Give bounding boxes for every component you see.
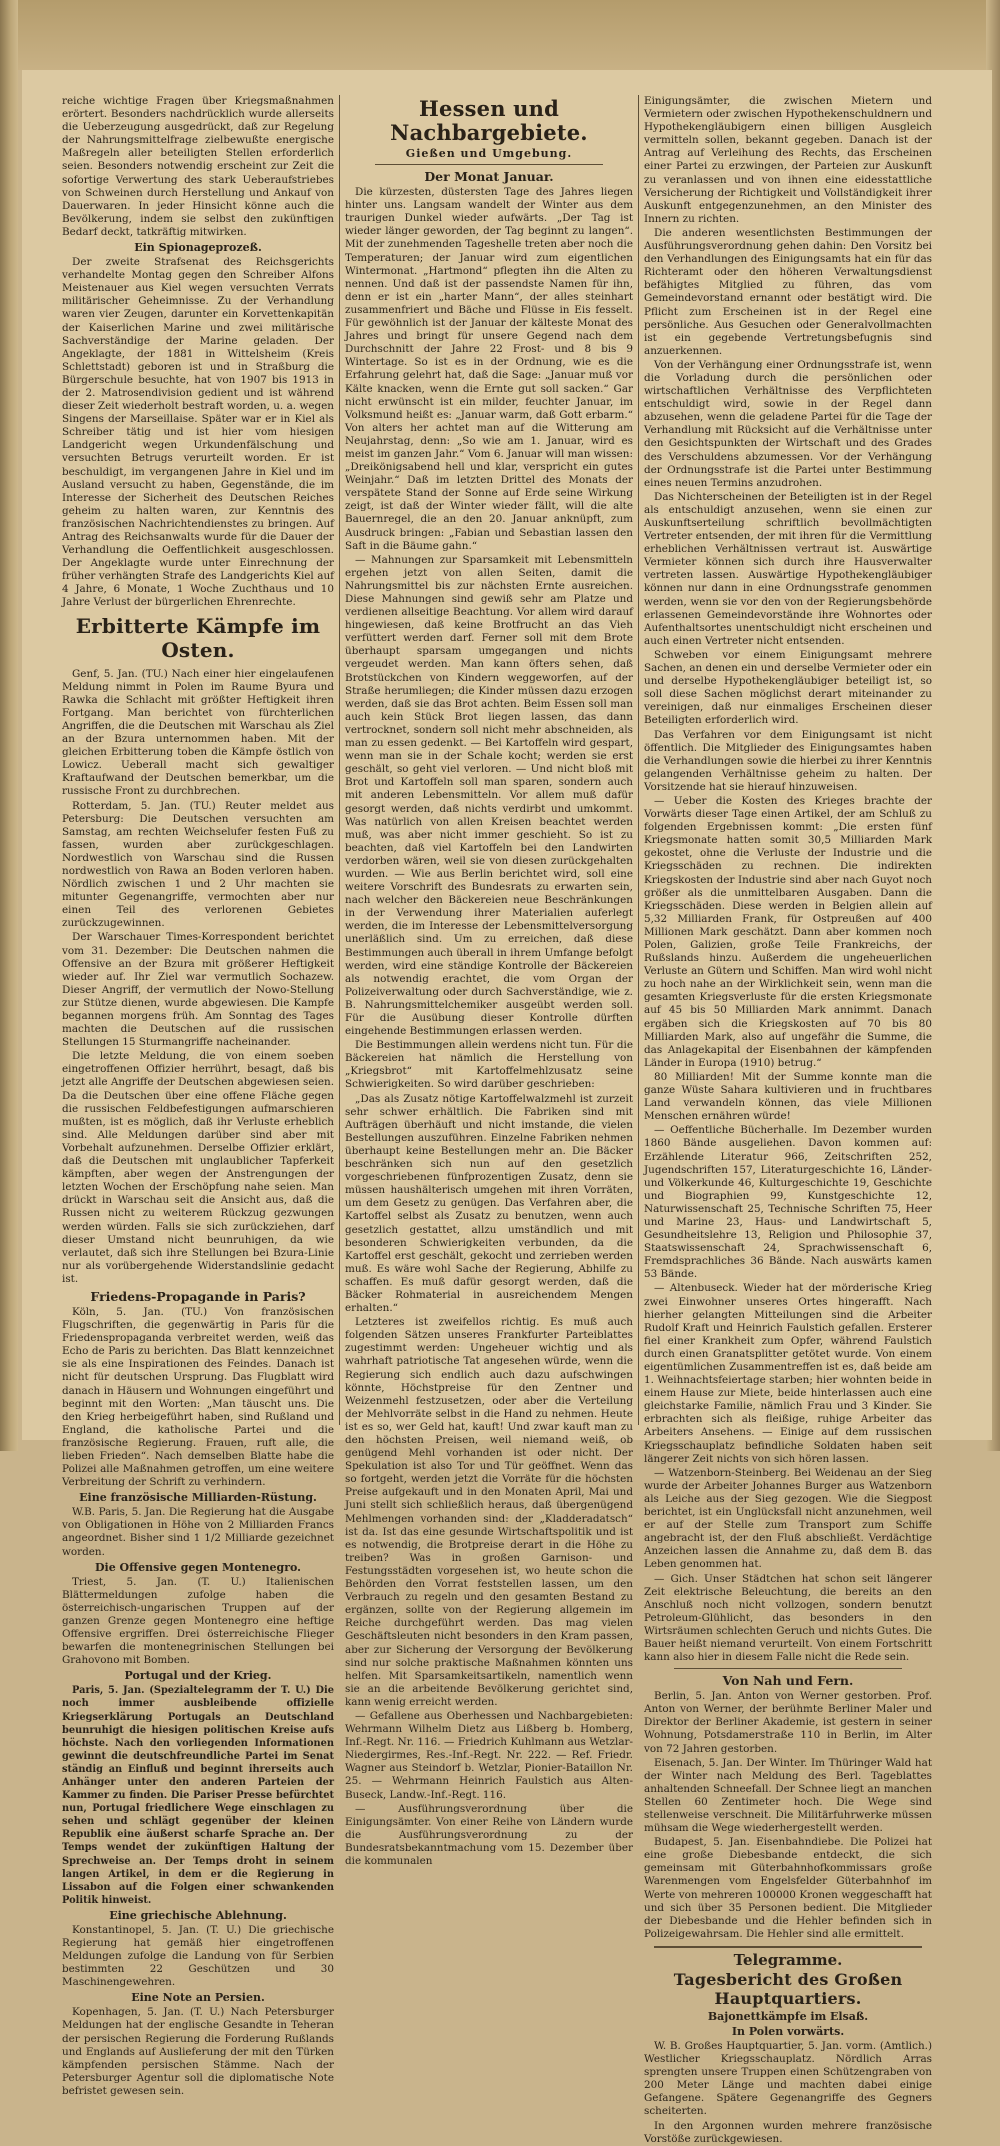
einigung-paragraph: Einigungsämter, die zwischen Mietern und Vermietern oder zwischen Hypothekenschuldnern und Hypothekengläubigern einen billigen Ausgleich vermitteln sollen, bekannt gegeben. Danach ist der Antrag auf Verleihung des Rechts, das Erscheinen einer Partei zu erzwingen, der Parteien zur Auskunft zu veranlassen und von ihnen eine eidesstattliche Versicherung der Richtigkeit und Vollständigkeit ihrer Auskunft entgegenzunehmen, an den Minister des Innern zu richten. <box>644 95 932 225</box>
griechisch-heading: Eine griechische Ablehnung. <box>109 1908 287 1922</box>
mahnungen-quote: „Das als Zusatz nötige Kartoffelwalzmehl ist zurzeit sehr schwer erhältlich. Die Fabriken sind mit Aufträgen überhäuft und nicht imstande, die vielen Bestellungen auszuführen. Einzelne Fabriken nehmen überhaupt keine Bestellungen mehr an. Die Bäcker beschränken sich nun auf den gesetzlich vorgeschriebenen fünfprozentigen Zusatz, denn sie müssen haushälterisch umgehen mit ihren Vorräten, um dem Gesetz zu genügen. Das Verfahren aber, die Kartoffel selbst als Zusatz zu benutzen, wenn auch gesetzlich gestattet, allzu umständlich und mit besonderen Schwierigkeiten verbunden, da die Kartoffel erst geschält, gekocht und zerrieben werden muß. Es wäre wohl Sache der Regierung, Abhilfe zu schaffen. Es muß dafür gesorgt werden, daß die Bäcker Rohmaterial in ausreichendem Mengen erhalten.“ <box>345 1092 633 1315</box>
column-1 <box>62 95 334 2097</box>
januar-heading: Der Monat Januar. <box>424 169 554 185</box>
einigung-paragraph: Von der Verhängung einer Ordnungsstrafe ist, wenn die Vorladung durch die persönlichen oder wirtschaftlichen Verhältnisse des Verpflichteten entschuldigt wird, sowie in der Regel dann abzusehen, wenn die geladene Partei für die Tage der Verhandlung mit Rücksicht auf die Verhältnisse unter den Gesichtspunkten der Wirtschaft und des Grades des Verschuldens abzumessen. Vor der Verhängung der Ordnungsstrafe ist die Partei unter Bestimmung eines neuen Termins anzudrohen. <box>644 358 932 489</box>
nah-fern-paragraph: Eisenach, 5. Jan. Der Winter. Im Thüringer Wald hat der Winter nach Meldung des Berl. Tageblattes anhaltenden Schneefall. Der Schnee liegt an manchen Stellen 60 Zentimeter hoch. Die Wege sind stellenweise verschneit. Die Militärfuhrwerke müssen mühsam die Wege wiederhergestellt werden. <box>644 1756 932 1835</box>
persien-heading: Eine Note an Persien. <box>131 1991 265 2005</box>
paris-heading: Friedens-Propagande in Paris? <box>90 1288 306 1304</box>
gich-paragraph: — Gich. Unser Städtchen hat schon seit längerer Zeit elektrische Beleuchtung, die bereits an den Anschluß noch nicht vollzogen, sondern benutzt Petroleum-Glühlicht, das besonders in den Wirtsräumen schlechten Geruch und nichts Gutes. Die Bauer heißt niemand verurteilt. Von einem Fortschritt kann also hier in diesem Falle nicht die Rede sein. <box>644 1572 932 1664</box>
previous-page-margin <box>0 100 22 1400</box>
osten-paragraph: Rotterdam, 5. Jan. (TU.) Reuter meldet aus Petersburg: Die Deutschen versuchten am Samstag, am rechten Weichselufer festen Fuß zu fassen, wurden aber zurückgeschlagen. Nordwestlich von Warschau sind die Russen nordwestlich von Rawa an Boden verloren haben. Nördlich zwischen 1 und 2 Uhr machten sie mitunter Gegenangriffe, vermochten aber nur einen Teil des verlorenen Gebietes zurückzugewinnen. <box>62 799 334 930</box>
osten-paragraph: Der Warschauer Times-Korrespondent berichtet vom 31. Dezember: Die Deutschen nahmen die Offensive an der Bzura mit größerer Heftigkeit wieder auf. Ihr Ziel war vermutlich Sochazew. Dieser Angriff, der vermutlich der Nowo-Stellung zur Stütze dienen, wurde abgewiesen. Die Kampfe begannen morgens früh. Am Sonntag des Tages machten die Deutschen auf die russischen Stellungen 15 Sturmangriffe nacheinander. <box>62 931 334 1049</box>
einigung-paragraph: Die anderen wesentlichsten Bestimmungen der Ausführungsverordnung gehen dahin: Den Vorsitz bei den Verhandlungen des Einigungsamts hat ein für das Richteramt oder den höheren Verwaltungsdienst befähigtes Mitglied zu führen, das vom Gemeindevorstand ernannt oder bestätigt wird. Die Pflicht zum Erscheinen ist in der Regel eine persönliche. Aus Gesuchen oder Generalvollmachten ist ein gegebende Vertretungsbefugnis sind anzuerkennen. <box>644 226 932 357</box>
nah-fern-heading: Von Nah und Fern. <box>722 1673 854 1689</box>
tagesbericht-paragraph: W. B. Großes Hauptquartier, 5. Jan. vorm. (Amtlich.) Westlicher Kriegsschauplatz. Nördlich Arras sprengten unsere Truppen einen Schützengraben von 200 Meter Länge und machten dabei einige Gefangene. Spätere Gegenangriffe des Gegners scheiterten. <box>644 2039 932 2118</box>
kriegskosten-paragraph: — Ueber die Kosten des Krieges brachte der Vorwärts dieser Tage einen Artikel, der am Schluß zu folgenden Ergebnissen kommt: „Die ersten fünf Kriegsmonate hatten somit 30,5 Milliarden Mark gekostet, ohne die Verluste der Industrie und die Kriegsschäden zu rechnen. Die indirekten Kriegskosten der Industrie sind aber nach Guyot noch größer als die unmittelbaren Ausgaben. Dann die Kriegsschäden. Diese werden in Belgien allein auf 5,32 Milliarden Frank, für Ostpreußen auf 400 Millionen Mark geschätzt. Dann aber kommen noch Polen, Galizien, große Teile Frankreichs, der Rußslands hinzu. Außerdem die ungeheuerlichen Verluste an Gütern und Schiffen. Man wird wohl nicht zu hoch nahe an der Wirklichkeit sein, wenn man die gesamten Kriegsverluste für die ersten Kriegsmonate auf 45 bis 50 Milliarden Mark annimmt. Danach ergäben sich die Kriegskosten auf 70 bis 80 Milliarden Mark, also auf ungefähr die Summe, die das Anlagekapital der Eisenbahnen der kämpfenden Länder in Europa (1910) betrug.“ <box>644 794 932 1069</box>
portugal-heading: Portugal und der Krieg. <box>124 1669 272 1683</box>
griechisch-article: Konstantinopel, 5. Jan. (T. U.) Die griechische Regierung hat gemäß hier eingetroffenen Meldungen zufolge die Landung von für Serbien bestimmten 22 Geschützen und 30 Maschinengewehren. <box>62 1923 334 1989</box>
divider <box>674 1668 902 1669</box>
nah-fern-paragraph: Budapest, 5. Jan. Eisenbahndiebe. Die Polizei hat eine große Diebesbande entdeckt, die sich gemeinsam mit Güterbahnhofkommissars große Warenmengen vom Engelsfelder Güterbahnhof im Werte von mehreren 100000 Kronen weggeschafft hat und sich über 35 Personen bedient. Die Mitglieder der Diebesbande und die Hehler befinden sich in Polizeigewahrsam. Die Hehler sind alle ermittelt. <box>644 1836 932 1940</box>
mahnungen-paragraph: Die Bestimmungen allein werdens nicht tun. Für die Bäckereien hat nämlich die Herstellung von „Kriegsbrot“ mit Kartoffelmehlzusatz seine Schwierigkeiten. So wird darüber geschrieben: <box>345 1039 633 1091</box>
intro-paragraph: reiche wichtige Fragen über Kriegsmaßnahmen erörtert. Besonders nachdrücklich wurde allerseits die Ueberzeugung ausgedrückt, daß zur Regelung der Nahrungsmittelfrage zielbewußte energische Maßregeln aller beteiligten Stellen erforderlich seien. Besonders notwendig erscheint zur Zeit die sofortige Verwertung des stark Ueberaufstriebes von Schweinen durch Herstellung und Ankauf von Dauerwaren. In jeder Hinsicht könne auch die Bevölkerung, indem sie selbst den zukünftigen Bedarf deckt, tatkräftig mitwirken. <box>62 95 334 238</box>
tagesbericht-paragraph: In den Argonnen wurden mehrere französische Vorstöße zurückgewiesen. <box>644 2119 932 2145</box>
page-stack-edge <box>0 0 1000 70</box>
bajonett-heading: Bajonettkämpfe im Elsaß. <box>707 2009 869 2023</box>
persien-article: Kopenhagen, 5. Jan. (T. U.) Nach Petersburger Meldungen hat der englische Gesandte in Teheran der persischen Regierung die Forderung Rußlands und Englands auf Auslieferung der mit den Türken kämpfenden persischen Stämme. Nach der Petersburger Agentur soll die diplomatische Note befristet gewesen sein. <box>62 2006 334 2097</box>
milliarden-article: W.B. Paris, 5. Jan. Die Regierung hat die Ausgabe von Obligationen in Höhe von 2 Milliarden Francs angeordnet. Bisher sind 1 1/2 Milliarde gezeichnet worden. <box>62 1506 334 1558</box>
mahnungen-paragraph: Letzteres ist zweifellos richtig. Es muß auch folgenden Sätzen unseres Frankfurter Parteiblattes zugestimmt werden: Ungeheuer wichtig und als wahrhaft patriotische Tat angesehen würde, wenn die Regierung sich endlich auch dazu aufschwingen könnte, Höchstpreise für den Zentner und Weizenmehl festzusetzen, oder aber die Verteilung der Mehlvorräte selbst in die Hand zu nehmen. Heute ist es so, wer Geld hat, kauft! Und zwar kauft man zu den höchsten Preisen, weil niemand weiß, ob genügend Mehl vorhanden ist oder nicht. Der Spekulation ist also Tor und Tür geöffnet. Wenn das so fortgeht, werden jetzt die Vorräte für die höchsten Preise aufgekauft und in den Monaten April, Mai und Juni stellt sich schließlich heraus, daß übergenügend Mehlmengen vorhanden sind: der „Kladderadatsch“ ist da. Ist das eine gesunde Wirtschaftspolitik und ist es notwendig, die Brotpreise derart in die Höhe zu treiben? Was in großen Garnison- und Festungsstädten vorgesehen ist, wo heute schon die Behörden den Vorrat feststellen lassen, um den Verbrauch zu regeln und den gesamten Bestand zu ergänzen, sollte von der Regierung allgemein im Reiche durchgeführt werden. Das mag vielen Geschäftsleuten nicht besonders in den Kram passen, aber zur Sicherung der Versorgung der Bevölkerung sind nur solche praktische Maßnahmen könnten uns helfen. Mit Sparsamkeitsartikeln, namentlich wenn sie an die arbeitende Bevölkerung gerichtet sind, kann wenig erreicht werden. <box>345 1316 633 1708</box>
gefallene-paragraph: — Gefallene aus Oberhessen und Nachbargebieten: Wehrmann Wilhelm Dietz aus Lißberg b. Homberg, Inf.-Regt. Nr. 116. — Friedrich Kuhlmann aus Wetzlar-Niedergirmes, Res.-Inf.-Regt. Nr. 222. — Ref. Friedr. Wagner aus Steindorf b. Wetzlar, Pionier-Bataillon Nr. 25. — Wehrmann Heinrich Faulstich aus Alten-Buseck, Landw.-Inf.-Regt. 116. <box>345 1709 633 1801</box>
osten-paragraph: Die letzte Meldung, die von einem soeben eingetroffenen Offizier herrührt, besagt, daß bis jetzt alle Angriffe der Deutschen abgewiesen seien. Da die Deutschen über eine offene Fläche gegen die russischen Feldbefestigungen aufmarschieren mußten, ist es möglich, daß ihr Verluste erheblich sind. Alle Meldungen darüber sind aber mit Vorbehalt aufzunehmen. Derselbe Offizier erklärt, daß die Deutschen mit unglaublicher Tapferkeit kämpften, aber wegen der Anstrengungen der letzten Wochen der Erschöpfung nahe seien. Man drückt in Warschau seit die Ansicht aus, daß die Russen nicht zu weiterem Rückzug gezwungen werden würden. Falls sie sich zurückziehen, darf dieser Umstand nicht beunruhigen, da wie verlautet, daß sich ihre Stellungen bei Bzura-Linie nur als vorübergehende Widerstandslinie gedacht ist. <box>62 1050 334 1285</box>
section-heading-hessen: Hessen und Nachbargebiete. <box>390 96 588 145</box>
nah-fern-paragraph: Berlin, 5. Jan. Anton von Werner gestorben. Prof. Anton von Werner, der berühmte Berliner Maler und Direktor der Berliner Akademie, ist gestern in seiner Wohnung, Potsdamerstraße 110 in Berlin, im Alter von 72 Jahren gestorben. <box>644 1690 932 1755</box>
ausfuehrung-paragraph: — Ausführungsverordnung über die Einigungsämter. Von einer Reihe von Ländern wurde die Ausführungsverordnung zu der Bundesratsbekanntmachung vom 15. Dezember über die kommunalen <box>345 1802 633 1867</box>
altenbuseck-paragraph: — Altenbuseck. Wieder hat der mörderische Krieg zwei Einwohner unseres Ortes hingerafft. Nach hierher gelangten Mitteilungen sind die Arbeiter Rudolf Kraft und Heinrich Faulstich gefallen. Ersterer fiel einer Krankheit zum Opfer, während Faulstich durch einen Granatsplitter getötet wurde. Von einem eigentümlichen Zusammentreffen ist es, daß beide am 1. Weihnachtsfeiertage starben; hier wohnten beide in einem Hause zur Miete, beide hinterlassen auch eine gleichstarke Familie, nämlich Frau und 3 Kinder. Sie erbrachten sich als fleißige, ruhige Arbeiter das Arbeiters Ansehens. — Einige auf dem russischen Kriegsschauplatz befindliche Soldaten haben seit längerer Zeit nichts von sich hören lassen. <box>644 1282 932 1465</box>
tagesbericht-heading: Tagesbericht des Großen Hauptquartiers. <box>673 1969 903 2008</box>
januar-article: Die kürzesten, düstersten Tage des Jahres liegen hinter uns. Langsam wandelt der Winter aus dem traurigen Dunkel wieder aufwärts. „Der Tag ist wieder länger geworden, der Tag beginnt zu langen“. Mit der zunehmenden Tageshelle treten aber noch die Temperaturen; der Januar wird zum eigentlichen Wintermonat. „Hartmond“ pflegten ihn die Alten zu nennen. Und daß ist der passendste Namen für ihn, denn er ist ein „harter Mann“, der alles steinhart zusammenfriert und Bäche und Flüsse in Eis fesselt. Für gewöhnlich ist der Januar der kälteste Monat des Jahres und bringt für unsere Gegend nach dem Durchschnitt der Jahre 22 Frost- und 8 bis 9 Wintertage. So ist es in der Ordnung, wie es die Erfahrung gelehrt hat, daß die Sage: „Januar muß vor Kälte knacken, wenn die Ernte gut soll sacken.“ Gar nicht erwünscht ist ein milder, feuchter Januar, im Volksmund heißt es: „Januar warm, daß Gott erbarm.“ Von alters her achtet man auf die Witterung am Neujahrstag, denn: „So wie am 1. Januar, wird es meist im ganzen Jahr.“ Vom 6. Januar will man wissen: „Dreikönigsabend hell und klar, verspricht ein gutes Weinjahr.“ Daß im letzten Drittel des Monats der verspätete Stand der Sonne auf Erde seine Wirkung zeigt, ist daß der Winter wieder fällt, will die alte Bauernregel, die an den 20. Januar anknüpft, zum Ausdruck bringen: „Fabian und Sebastian lassen den Saft in die Bäume gahn.“ <box>345 186 633 552</box>
column-2 <box>345 95 633 1867</box>
milliarden-heading: Eine französische Milliarden-Rüstung. <box>79 1491 317 1505</box>
buecherhalle-paragraph: — Oeffentliche Bücherhalle. Im Dezember wurden 1860 Bände ausgeliehen. Davon kommen auf: Erzählende Literatur 966, Zeitschriften 252, Jugendschriften 157, Literaturgeschichte 16, Länder- und Völkerkunde 46, Kulturgeschichte 19, Geschichte und Biographien 99, Kunstgeschichte 12, Naturwissenschaft 25, Technische Schriften 75, Heer und Marine 23, Haus- und Landwirtschaft 5, Gesundheitslehre 13, Religion und Philosophie 37, Staatswissenschaft 24, Sprachwissenschaft 6, Fremdsprachliches 36 Bände. Nach auswärts kamen 53 Bände. <box>644 1124 932 1281</box>
portugal-article: Paris, 5. Jan. (Spezialtelegramm der T. U.) Die noch immer ausbleibende offizielle Kriegserklärung Portugals an Deutschland beunruhigt die hiesigen politischen Kreise aufs höchste. Nach den vorliegenden Informationen gewinnt die deutschfreundliche Partei im Senat ständig an Einfluß und beginnt ihrerseits auch Anhänger unter den anderen Parteien der Kammer zu finden. Die Pariser Presse befürchtet nun, Portugal friedlichere Wege einschlagen zu sehen und schlägt gegenüber der kleinen Republik eine äußerst scharfe Sprache an. Der Temps wendet der zukünftigen Haltung der Sprechweise an. Der Temps droht in seinem langen Artikel, in dem er die Regierung in Lissabon auf die Folgen einer schwankenden Politik hinweist. <box>62 1685 334 1906</box>
watzenborn-paragraph: — Watzenborn-Steinberg. Bei Weidenau an der Sieg wurde der Arbeiter Johannes Burger aus Watzenborn als Leiche aus der Sieg gezogen. Wie die Siegpost berichtet, ist ein Unglücksfall nicht anzunehmen, weil er auf der Stelle zum Transport zum Schiffe angebracht ist, der den Fluß abschließt. Verdächtige Anzeichen lassen die Annahme zu, daß dem B. das Leben genommen hat. <box>644 1466 932 1571</box>
osten-paragraph: Genf, 5. Jan. (TU.) Nach einer hier eingelaufenen Meldung nimmt in Polen im Raume Byura und Rawka die Schlacht mit größter Heftigkeit ihren Fortgang. Man berichtet von fürchterlichen Angriffen, die die Deutschen mit Warschau als Ziel an der Bzura unternommen haben. Mit der gleichen Erbitterung toben die Kämpfe östlich von Lowicz. Ueberall macht sich gewaltiger Kraftaufwand der Deutschen bemerkbar, um die russische Front zu durchbrechen. <box>62 667 334 798</box>
column-rule-2 <box>638 95 639 1425</box>
column-rule-1 <box>339 95 340 1425</box>
divider <box>375 164 603 165</box>
montenegro-heading: Die Offensive gegen Montenegro. <box>95 1560 301 1574</box>
einigung-paragraph: Das Verfahren vor dem Einigungsamt ist nicht öffentlich. Die Mitglieder des Einigungsamtes haben die Verhandlungen sowie die hierbei zu ihrer Kenntnis gelangenden Verhältnisse geheim zu halten. Der Vorsitzende hat sie hierauf hinzuweisen. <box>644 728 932 793</box>
spionage-heading: Ein Spionageprozeß. <box>134 241 262 255</box>
milliarden-paragraph: 80 Milliarden! Mit der Summe konnte man die ganze Wüste Sahara kultivieren und in fruchtbares Land verwandeln können, das viele Millionen Menschen ernähren würde! <box>644 1070 932 1123</box>
paris-article: Köln, 5. Jan. (TU.) Von französischen Flugschriften, die gegenwärtig in Paris für die Friedenspropaganda verbreitet werden, weiß das Echo de Paris zu berichten. Das Blatt kennzeichnet sie als eine Inspirationen des Feindes. Danach ist nicht für deutschen Ursprung. Das Flugblatt wird danach in Häusern und Wohnungen eingeführt und beginnt mit den Worten: „Man täuscht uns. Die den Krieg herbeigeführt haben, sind Rußland und England, die katholische Partei und die französische Regierung. Frauen, ruft alle, die lieben Frieden“. Nach demselben Blatte habe die Polizei alle Maßnahmen getroffen, um eine weitere Verbreitung der Schrift zu verhindern. <box>62 1305 334 1489</box>
divider <box>654 1946 922 1948</box>
polen-heading: In Polen vorwärts. <box>731 2024 845 2038</box>
column-3 <box>644 95 932 2145</box>
einigung-paragraph: Schweben vor einem Einigungsamt mehrere Sachen, an denen ein und derselbe Vermieter oder ein und derselbe Hypothekengläubiger beteiligt ist, so soll diese Sachen möglichst derart miteinander zu vereinigen, daß nur einmaliges Erscheinen dieser Beteiligten erforderlich wird. <box>644 648 932 727</box>
osten-heading: Erbitterte Kämpfe im Osten. <box>75 613 321 662</box>
mahnungen-paragraph: — Mahnungen zur Sparsamkeit mit Lebensmitteln ergehen jetzt von allen Seiten, damit die Nahrungsmittel bis zur nächsten Ernte ausreichen. Diese Mahnungen sind gewiß sehr am Platze und verdienen allseitige Beachtung. Vor allem wird darauf hingewiesen, daß keine Brotfrucht an das Vieh verfüttert werden darf. Ferner soll mit dem Brote überhaupt sparsam umgegangen und nichts vergeudet werden. Man kann öfters sehen, daß Brotstückchen von Kindern weggeworfen, auf der Straße herumliegen; die Kinder müssen dazu erzogen werden, daß sie das Brot achten. Beim Essen soll man auch kein Stück Brot liegen lassen, das dann vertrocknet, sondern soll nicht mehr abschneiden, als man zu essen gedenkt. — Bei Kartoffeln wird gespart, wenn man sie in der Schale kocht; werden sie erst geschält, so geht viel verloren. — Und nicht bloß mit Brot und Kartoffeln soll man sparen, sondern auch mit anderen Lebensmitteln. Vor allem muß dafür gesorgt werden, daß nichts verdirbt und umkommt. Was natürlich von allen Kreisen beachtet werden muß, was aber nicht immer geschieht. So ist zu beachten, daß viel Kartoffeln bei den Landwirten verdorben wären, weil sie von diesen zurückgehalten wurden. — Wie aus Berlin berichtet wird, soll eine weitere Vorschrift des Bundesrats zu erwarten sein, nach welcher den Bäckereien neue Beschränkungen in der Verwendung ihrer Materialien auferlegt werden, die im Interesse der Lebensmittelversorgung unerläßlich sind. Um zu erreichen, daß diese Bestimmungen auch überall in ihrem Umfange befolgt werden, wird eine ständige Kontrolle der Bäckereien als notwendig erachtet, die vom Organ der Polizeiverwaltung oder durch Sachverständige, wie z. B. Nahrungsmittelchemiker ausgeübt werden soll. Für die Ausübung dieser Kontrolle dürften eingehende Bestimmungen erlassen werden. <box>345 553 633 1038</box>
subsection-giessen: Gießen und Umgebung. <box>405 147 573 160</box>
spionage-article: Der zweite Strafsenat des Reichsgerichts verhandelte Montag gegen den Schreiber Alfons Meistenauer aus Kiel wegen versuchten Verrats militärischer Geheimnisse. Zu der Verhandlung waren vier Zeugen, darunter ein Korvettenkapitän der Kaiserlichen Marine und zwei militärische Sachverständige der Marine geladen. Der Angeklagte, der 1881 in Wittelsheim (Kreis Schlettstadt) geboren ist und in Straßburg die Bürgerschule besuchte, hat von 1907 bis 1913 in der 2. Matrosendivision gedient und ist während dieser Zeit wiederholt bestraft worden, u. a. wegen Singens der Marseillaise. Später war er in Kiel als Schreiber tätig und ist hier vom hiesigen Landgericht wegen Urkundenfälschung und versuchten Betrugs verurteilt worden. Er ist beschuldigt, im vergangenen Jahre in Kiel und im Ausland versucht zu haben, Gegenstände, die im Interesse der Sicherheit des Deutschen Reiches geheim zu halten waren, zur Kenntnis des französischen Nachrichtendienstes zu bringen. Auf Antrag des Reichsanwalts wurde für die Dauer der Verhandlung die Oeffentlichkeit ausgeschlossen. Der Angeklagte wurde unter Einrechnung der früher verhängten Strafe des Landgerichts Kiel auf 4 Jahre, 6 Monate, 1 Woche Zuchthaus und 10 Jahre Verlust der bürgerlichen Ehrenrechte. <box>62 256 334 609</box>
montenegro-article: Triest, 5. Jan. (T. U.) Italienischen Blättermeldungen zufolge haben die österreichisch-ungarischen Truppen auf der ganzen Grenze gegen Montenegro eine heftige Offensive ergriffen. Drei österreichische Flieger bewarfen die montenegrinischen Stellungen bei Grahovono mit Bomben. <box>62 1575 334 1667</box>
einigung-paragraph: Das Nichterscheinen der Beteiligten ist in der Regel als entschuldigt anzusehen, wenn sie einen zur Auskunftserteilung schriftlich bevollmächtigten Vertreter entsenden, der mit ihren für die Vermittlung erheblichen Verhältnissen vertraut ist. Auswärtige Vermieter können sich durch ihre Hausverwalter vertreten lassen. Auswärtige Hypothekengläubiger können nur dann in eine Ordnungsstrafe genommen werden, wenn sie vor den von der Regierungsbehörde erlassenen Gemeindevorstände ihre Wohnortes oder Aufenthaltsortes unentschuldigt nicht erscheinen und auch einen Vertreter nicht entsenden. <box>644 490 932 647</box>
telegramme-heading: Telegramme. <box>733 1950 843 1969</box>
